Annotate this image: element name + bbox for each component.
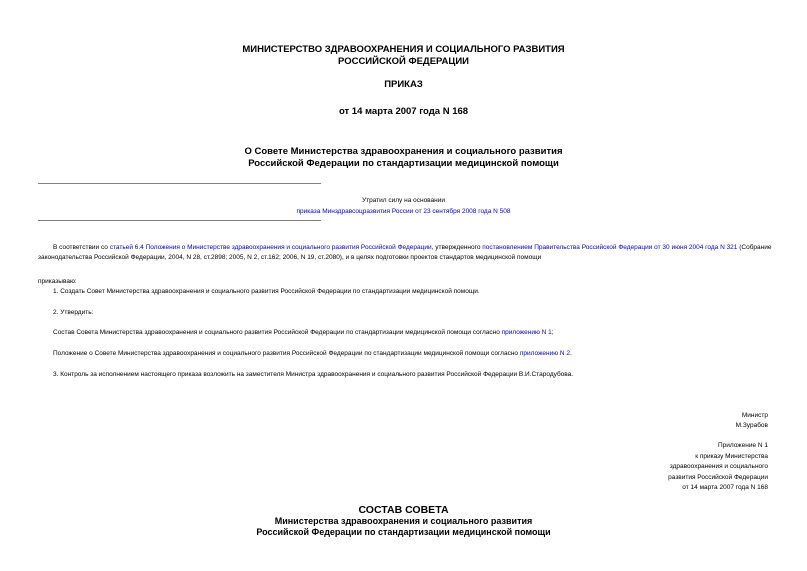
doc-type: ПРИКАЗ xyxy=(384,79,423,90)
status-block xyxy=(0,196,807,216)
item-3: 3. Контроль за исполнением настоящего приказа возложить на заместителя Министра здравоохранения и социального развития Российской Федерации В.И.Стародубова. xyxy=(53,371,574,378)
preamble-text-3: (Собрание законодательства Российской Федерации, 2004, N 28, ст.2898; 2005, N 2, ст.162; 2006, N 19, ст.2080), и в целях подготовки проектов стандартов медицинской помощи xyxy=(38,244,772,261)
divider-bottom xyxy=(38,220,321,221)
item-2: 2. Утвердить: xyxy=(53,309,94,316)
preamble-text-1: В соответствии со xyxy=(53,244,110,251)
signature xyxy=(736,411,768,431)
preamble-paragraph xyxy=(38,243,783,263)
order-word: приказываю: xyxy=(38,278,77,285)
item-2b-text: Положение о Совете Министерства здравоохранения и социального развития Российской Федерации по стандартизации медицинской помощи согласно xyxy=(53,350,520,357)
ministry-line2: РОССИЙСКОЙ ФЕДЕРАЦИИ xyxy=(337,56,469,67)
appendix-reference xyxy=(668,441,768,494)
item-2b-end: . xyxy=(570,350,572,357)
article-link[interactable]: статьей 6.4 Положения о Министерстве здравоохранения и социального развития Российской Федерации xyxy=(109,244,432,251)
subject-line2: Российской Федерации по стандартизации медицинской помощи xyxy=(248,158,559,169)
appendix-ref-line4: развития Российской Федерации xyxy=(668,473,768,481)
item-2a xyxy=(53,328,783,338)
appendix-2-link[interactable]: приложению N 2 xyxy=(519,350,571,357)
status-repeal-link[interactable]: приказа Минздравсоцразвития России от 23 сентября 2008 года N 508 xyxy=(296,207,511,215)
item-2a-end: ; xyxy=(551,329,554,336)
status-text: Утратил силу на основании xyxy=(361,197,446,204)
appendix-ref-line1: Приложение N 1 xyxy=(717,442,768,449)
item-2a-text: Состав Совета Министерства здравоохранения и социального развития Российской Федерации по стандартизации медицинской помощи согласно xyxy=(53,329,502,336)
appendix-ref-line5: от 14 марта 2007 года N 168 xyxy=(682,484,768,491)
signature-name: М.Зурабов xyxy=(735,422,768,429)
appendix-ref-line3: здравоохранения и социального xyxy=(669,463,768,470)
item-2b xyxy=(53,349,783,359)
resolution-link[interactable]: постановлением Правительства Российской Федерации от 30 июня 2004 года N 321 xyxy=(482,244,738,251)
ministry-line1: МИНИСТЕРСТВО ЗДРАВООХРАНЕНИЯ И СОЦИАЛЬНОГО РАЗВИТИЯ xyxy=(242,44,565,55)
appendix-title-line3: Российской Федерации по стандартизации медицинской помощи xyxy=(256,527,551,537)
item-1: 1. Создать Совет Министерства здравоохранения и социального развития Российской Федерации по стандартизации медицинской помощи. xyxy=(53,288,480,295)
doc-subject xyxy=(0,146,807,170)
appendix-title-line2: Министерства здравоохранения и социального развития xyxy=(274,516,533,526)
appendix-title xyxy=(0,504,807,538)
appendix-ref-line2: к приказу Министерства xyxy=(695,452,768,460)
subject-line1: О Совете Министерства здравоохранения и социального развития xyxy=(244,146,563,157)
appendix-1-link[interactable]: приложению N 1 xyxy=(501,329,552,336)
divider-top xyxy=(38,183,321,184)
doc-date-number: от 14 марта 2007 года N 168 xyxy=(338,106,469,117)
signature-title: Министр xyxy=(741,412,768,419)
preamble-text-2: , утвержденного xyxy=(431,244,483,251)
ministry-title xyxy=(0,44,807,68)
appendix-title-line1: СОСТАВ СОВЕТА xyxy=(358,504,449,516)
